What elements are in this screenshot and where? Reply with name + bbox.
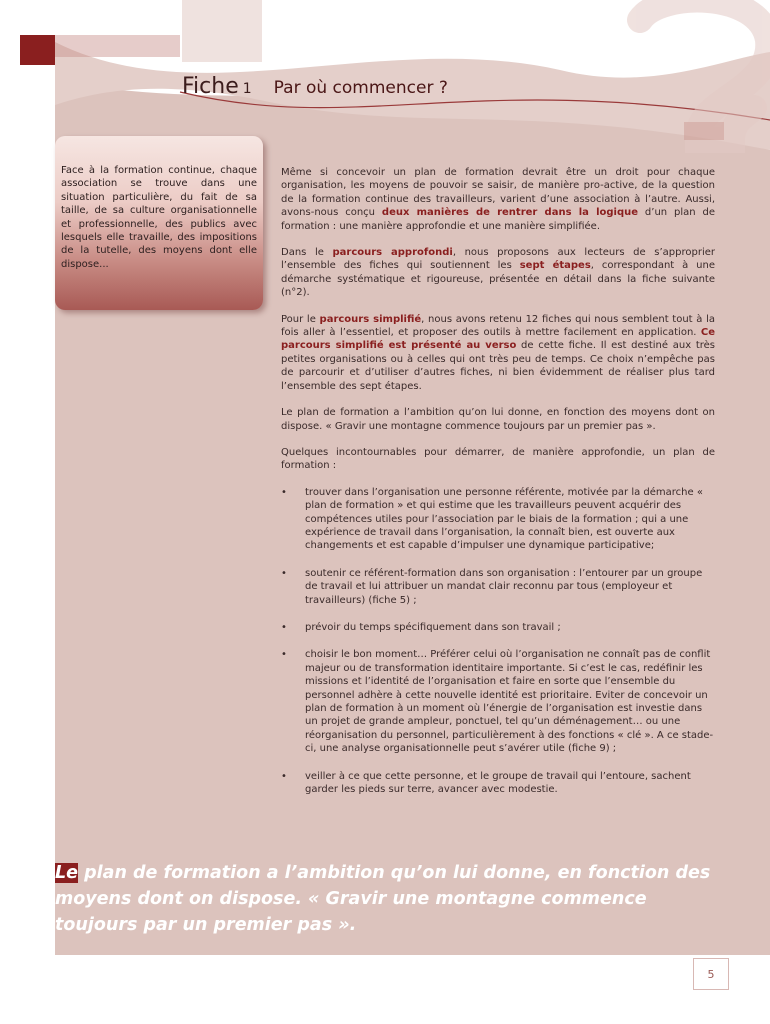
intro-box xyxy=(55,136,263,310)
bullet-icon: • xyxy=(281,649,287,661)
bullet-icon: • xyxy=(281,770,287,782)
header-bar-left xyxy=(55,35,180,57)
list-item: • veiller à ce que cette personne, et le groupe de travail qui l’entoure, sachent garder les pieds sur terre, avancer avec modestie. xyxy=(281,770,691,796)
highlight-verso: Ce parcours simplifié est présenté au verso xyxy=(281,327,715,352)
paragraph-5: Quelques incontournables pour démarrer, de manière approfondie, un plan de formation : xyxy=(281,446,715,472)
fiche-header xyxy=(182,74,448,99)
bullet-icon: • xyxy=(281,567,287,579)
paragraph-4: Le plan de formation a l’ambition qu’on lui donne, en fonction des moyens dont on dispose. « Gravir une montagne commence toujours par un premier pas ». xyxy=(281,407,715,432)
paragraph-2: Dans le parcours approfondi, nous proposons aux lecteurs de s’approprier l’ensemble des fiches qui soutiennent les sept étapes, correspondant à une démarche systématique et rigoureuse, présentée en détail dans la fiche suivante (n°2). xyxy=(281,247,716,299)
pull-quote xyxy=(55,860,735,938)
bullet-list xyxy=(281,486,715,797)
page-number: 5 xyxy=(707,967,715,981)
list-item: • prévoir du temps spécifiquement dans son travail ; xyxy=(281,621,561,633)
highlight-sept-etapes: sept étapes xyxy=(519,260,591,272)
list-item: • soutenir ce référent-formation dans son organisation : l’entourer par un groupe de travail et lui attribuer un mandat clair reconnu par tous (employeur et travailleurs) (fiche 5) ; xyxy=(281,567,703,606)
pull-quote-text: Le plan de formation a l’ambition qu’on lui donne, en fonction des moyens dont on dispose. « Gravir une montagne commence toujours par un premier pas ». xyxy=(55,863,711,935)
highlight-deux-manieres: deux manières de rentrer dans la logique xyxy=(381,207,639,219)
corner-square xyxy=(20,35,55,65)
pull-quote-first-word: Le xyxy=(55,863,79,883)
page-title: Par où commencer ? xyxy=(273,78,448,98)
header-bar-right xyxy=(182,0,262,62)
paragraph-1: Même si concevoir un plan de formation devrait être un droit pour chaque organisation, les moyens de pouvoir se saisir, de manière pro-active, de la question de la formation continue des travailleurs, varient d’une association à l’autre. Aussi, avons-nous conçu deux manières de rentrer dans la logique d’un plan de formation : une manière approfondie et une manière simplifiée. xyxy=(281,167,715,232)
highlight-parcours-simplifie: parcours simplifié xyxy=(319,313,422,325)
main-content xyxy=(281,166,715,810)
bullet-icon: • xyxy=(281,621,287,633)
fiche-label: Fiche xyxy=(182,74,239,99)
list-item: • choisir le bon moment… Préférer celui où l’organisation ne connaît pas de conflit majeur ou de transformation identitaire importante. Si c’est le cas, redéfinir les missions et l’identité de l’organisation et faire en sorte que l’ensemble du personnel adhère à cette nouvelle identité est prioritaire. Eviter de concevoir un plan de formation à un moment où l’énergie de l’organisation est investie dans un projet de grande ampleur, ponctuel, tel qu’un déménagement… ou une réorganisation du personnel, particulièrement à des fonctions « clé ». A ce stade-ci, une analyse organisationnelle peut s’avérer utile (fiche 9) ; xyxy=(281,649,714,755)
list-item: • trouver dans l’organisation une personne référente, motivée par la démarche « plan de formation » et qui estime que les travailleurs peuvent acquérir des compétences utiles pour l’association par le biais de la formation ; qui a une expérience de travail dans l’organisation, la connaît bien, est ouverte aux changements et est capable d’impulser une dynamique participative; xyxy=(281,486,703,552)
bullet-icon: • xyxy=(281,486,287,498)
highlight-parcours-approfondi: parcours approfondi xyxy=(332,247,453,259)
fiche-number: 1 xyxy=(242,81,252,97)
page-number-box xyxy=(693,958,729,990)
intro-text: Face à la formation continue, chaque association se trouve dans une situation particulière, du fait de sa taille, de sa culture organisationnelle et professionnelle, des publics avec lesquels elle travaille, des impositions de la tutelle, des moyens dont elle dispose... xyxy=(61,165,257,270)
paragraph-3: Pour le parcours simplifié, nous avons retenu 12 fiches qui nous semblent tout à la fois aller à l’essentiel, et proposer des outils à mettre facilement en application. Ce parcours simplifié est présenté au verso de cette fiche. Il est destiné aux très petites organisations ou à celles qui ont très peu de temps. Ce choix n’empêche pas de parcourir et d’utiliser d’autres fiches, ni bien évidemment de réaliser plus tard l’ensemble des sept étapes. xyxy=(281,313,715,392)
